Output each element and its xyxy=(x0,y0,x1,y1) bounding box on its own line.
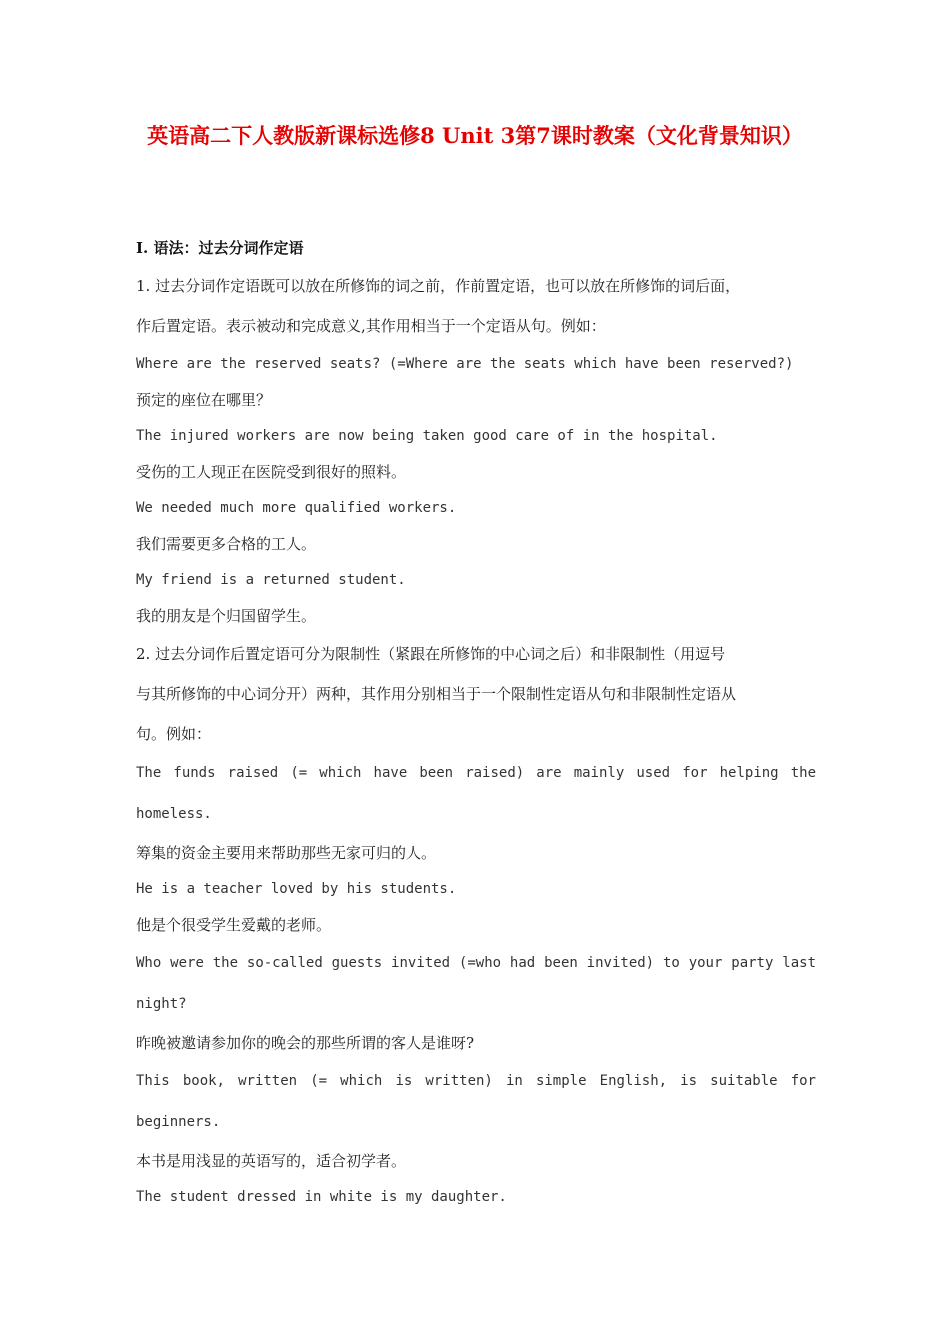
example-chinese: 他是个很受学生爱戴的老师。 xyxy=(136,916,332,934)
example-english: He is a teacher loved by his students. xyxy=(136,881,457,897)
example-chinese: 我们需要更多合格的工人。 xyxy=(136,535,317,553)
example-chinese: 预定的座位在哪里？ xyxy=(136,391,272,409)
paragraph-line: 2. 过去分词作后置定语可分为限制性（紧跟在所修饰的中心词之后）和非限制性（用逗号 xyxy=(136,645,726,663)
document-title: 英语高二下人教版新课标选修8 Unit 3第7课时教案（文化背景知识） xyxy=(147,123,803,148)
section-heading-grammar: I. 语法：过去分词作定语 xyxy=(136,239,304,257)
paragraph-line: 与其所修饰的中心词分开）两种，其作用分别相当于一个限制性定语从句和非限制性定语从 xyxy=(136,685,737,703)
example-chinese: 我的朋友是个归国留学生。 xyxy=(136,607,317,625)
paragraph-line: 1. 过去分词作定语既可以放在所修饰的词之前，作前置定语，也可以放在所修饰的词后面， xyxy=(136,277,741,295)
example-english: The student dressed in white is my daughter. xyxy=(136,1189,507,1205)
example-chinese: 筹集的资金主要用来帮助那些无家可归的人。 xyxy=(136,844,437,862)
example-english: This book, written (= which is written) in simple English, is suitable for beginners. xyxy=(136,1073,816,1130)
example-chinese: 受伤的工人现正在医院受到很好的照料。 xyxy=(136,463,407,481)
example-chinese: 昨晚被邀请参加你的晚会的那些所谓的客人是谁呀? xyxy=(136,1034,475,1052)
example-english: The funds raised (= which have been raised) are mainly used for helping the homeless. xyxy=(136,765,816,822)
example-english: My friend is a returned student. xyxy=(136,572,406,588)
example-english: We needed much more qualified workers. xyxy=(136,500,457,516)
example-english: Where are the reserved seats? (=Where are the seats which have been reserved?) xyxy=(136,356,794,372)
paragraph-line: 句。例如： xyxy=(136,725,212,743)
example-chinese: 本书是用浅显的英语写的，适合初学者。 xyxy=(136,1152,407,1170)
paragraph-line: 作后置定语。表示被动和完成意义,其作用相当于一个定语从句。例如： xyxy=(136,317,606,335)
example-english: The injured workers are now being taken good care of in the hospital. xyxy=(136,428,718,444)
document-body xyxy=(136,230,816,1215)
example-english: Who were the so-called guests invited (=who had been invited) to your party last night? xyxy=(136,955,816,1012)
